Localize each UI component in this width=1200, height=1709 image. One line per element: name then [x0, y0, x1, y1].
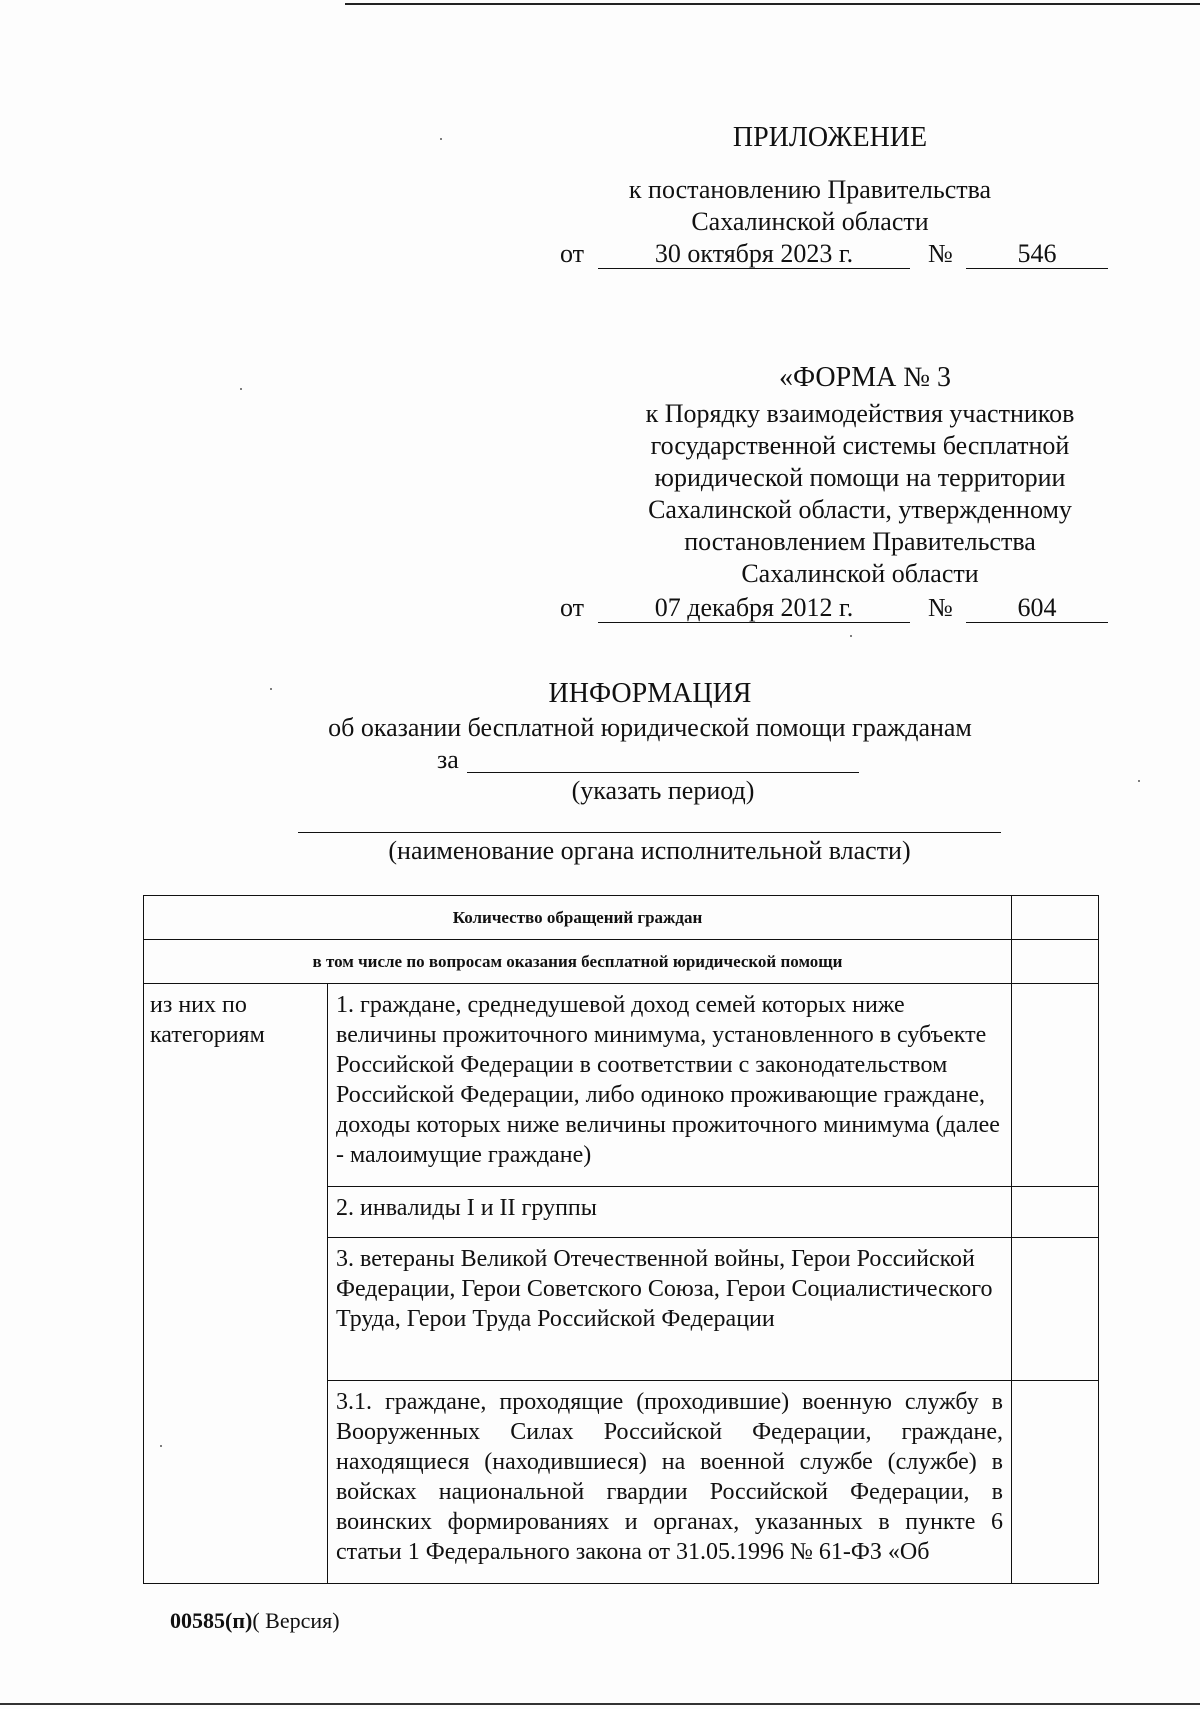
scan-speck — [850, 635, 852, 637]
category-label: из них по категориям — [144, 984, 328, 1584]
value-cell[interactable] — [1012, 984, 1099, 1187]
category-row-2: 2. инвалиды I и II группы — [328, 1187, 1012, 1238]
form-title: «ФОРМА № 3 — [778, 362, 952, 393]
info-title: ИНФОРМАЦИЯ — [548, 678, 752, 709]
footer-doc-code: 00585(п) — [170, 1608, 253, 1633]
table-row — [144, 984, 1099, 1187]
value-cell[interactable] — [1012, 940, 1099, 984]
annex-line-1: к постановлению Правительства — [628, 175, 992, 204]
form-from-label: от — [560, 593, 585, 622]
info-table — [143, 895, 1099, 1584]
value-cell[interactable] — [1012, 1381, 1099, 1584]
form-line-6: Сахалинской области — [741, 559, 979, 588]
scan-speck — [240, 388, 242, 390]
footer-version: ( Версия) — [252, 1608, 340, 1633]
value-cell[interactable] — [1012, 1238, 1099, 1381]
form-number-label: № — [928, 593, 953, 622]
form-number-underline — [966, 590, 1108, 623]
value-cell[interactable] — [1012, 896, 1099, 940]
authority-hint: (наименование органа исполнительной власти) — [388, 836, 911, 865]
form-line-4: Сахалинской области, утвержденному — [648, 495, 1072, 524]
form-date-underline — [598, 590, 910, 623]
category-row-1: 1. граждане, среднедушевой доход семей которых ниже величины прожиточного минимума, установленного в субъекте Российской Федерации в соответствии с законодательством Российской Федерации, либо одиноко проживающие граждане, доходы которых ниже величины прожиточного минимума (далее - малоимущие граждане) — [328, 984, 1012, 1187]
form-line-1: к Порядку взаимодействия участников — [645, 399, 1075, 428]
scan-speck — [440, 138, 442, 140]
scan-edge-top — [345, 3, 1200, 5]
scan-speck — [160, 1445, 162, 1447]
annex-date: 30 октября 2023 г. — [654, 239, 854, 268]
annex-number: 546 — [1017, 239, 1057, 268]
table-row — [144, 940, 1099, 984]
header-free-legal-aid: в том числе по вопросам оказания бесплатной юридической помощи — [144, 940, 1012, 984]
annex-line-2: Сахалинской области — [691, 207, 929, 236]
value-cell[interactable] — [1012, 1187, 1099, 1238]
form-line-2: государственной системы бесплатной — [650, 431, 1070, 460]
scan-speck — [1138, 780, 1140, 782]
header-total-requests: Количество обращений граждан — [144, 896, 1012, 940]
footer-code — [170, 1608, 340, 1634]
annex-title: ПРИЛОЖЕНИЕ — [732, 122, 928, 153]
scan-speck — [270, 688, 272, 690]
form-number: 604 — [1017, 593, 1057, 622]
authority-field[interactable] — [298, 805, 1001, 833]
category-row-3: 3. ветераны Великой Отечественной войны, Герои Российской Федерации, Герои Советского Союза, Герои Социалистического Труда, Герои Труда Российской Федерации — [328, 1238, 1012, 1381]
annex-from-label: от — [560, 239, 585, 268]
annex-number-underline — [966, 236, 1108, 269]
form-date: 07 декабря 2012 г. — [654, 593, 854, 622]
annex-date-underline — [598, 236, 910, 269]
scan-edge-bottom — [0, 1703, 1200, 1705]
info-subtitle: об оказании бесплатной юридической помощи гражданам — [328, 713, 972, 742]
period-hint: (указать период) — [571, 776, 755, 805]
category-row-3-1: 3.1. граждане, проходящие (проходившие) военную службу в Вооруженных Силах Российской Федерации, граждане, находящиеся (находившиеся) на военной службе (службе) в войсках национальной гвардии Российской Федерации, в воинских формированиях и органах, указанных в пункте 6 статьи 1 Федерального закона от 31.05.1996 № 61-ФЗ «Об — [328, 1381, 1012, 1584]
form-line-5: постановлением Правительства — [684, 527, 1036, 556]
annex-number-label: № — [928, 239, 953, 268]
period-label: за — [437, 745, 459, 774]
form-line-3: юридической помощи на территории — [654, 463, 1066, 492]
period-field[interactable] — [467, 742, 859, 773]
table-row — [144, 896, 1099, 940]
